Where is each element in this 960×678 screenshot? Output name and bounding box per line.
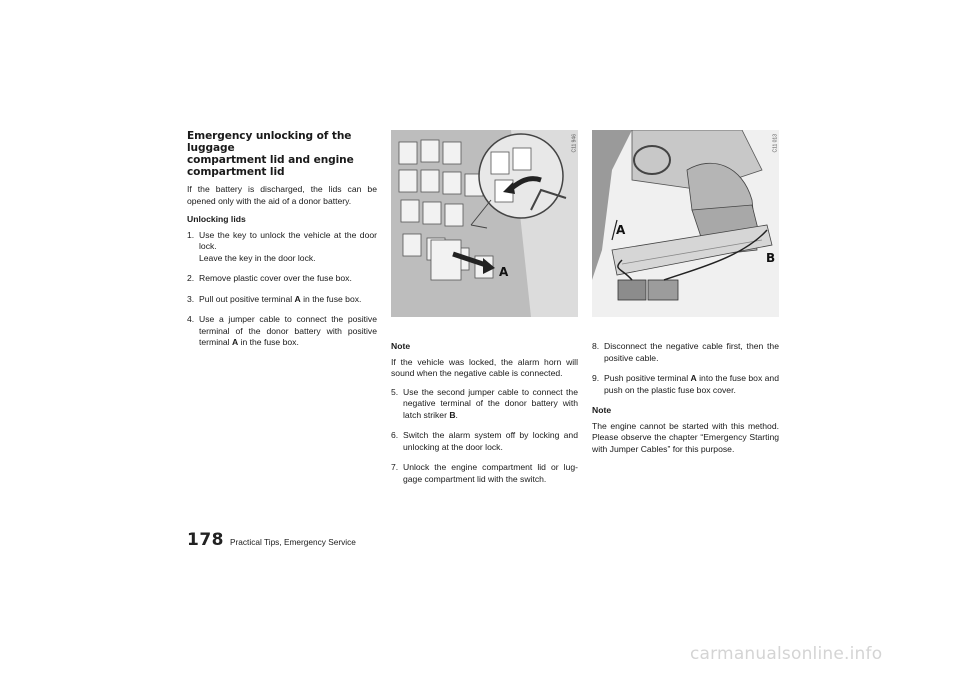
step-number: 4. <box>187 314 195 324</box>
step-7 <box>391 462 578 485</box>
step-text: Unlock the engine compartment lid or lug-gage compartment lid with the switch. <box>403 462 578 484</box>
section-title-line-3: compartment lid <box>187 166 285 178</box>
step-4 <box>187 314 377 349</box>
step-text: Use a jumper cable to connect the positive terminal of the donor battery with positive terminal <box>199 314 377 347</box>
step-text-end: into the fuse box and push on the plastic fuse box cover. <box>604 373 779 395</box>
figure-code: C11 946 <box>572 134 578 153</box>
step-number: 1. <box>187 229 195 240</box>
step-text-end: in the fuse box. <box>300 293 362 304</box>
step-number: 8. <box>592 341 600 351</box>
step-number: 6. <box>391 430 399 440</box>
fuse-box-illustration <box>391 130 578 317</box>
note-text: The engine cannot be started with this method. Please observe the chapter “Emergency Starting with Jumper Cables” for this purpose. <box>592 420 779 454</box>
fuse-box-figure <box>391 130 578 317</box>
chapter-title: Practical Tips, Emergency Service <box>230 537 356 547</box>
page-number: 178 <box>187 530 224 550</box>
subheading-unlocking-lids: Unlocking lids <box>187 214 246 224</box>
step-text: Pull out positive terminal <box>199 293 295 304</box>
terminal-label: A <box>231 337 239 347</box>
terminal-label: A <box>690 373 697 383</box>
step-text: Remove plastic cover over the fuse box. <box>199 273 352 283</box>
step-8 <box>592 341 779 364</box>
step-text-line-2: Leave the key in the door lock. <box>199 252 316 263</box>
section-title-line-1: Emergency unlocking of the luggage <box>187 130 352 154</box>
intro-paragraph: If the battery is discharged, the lids can be opened only with the aid of a donor battery. <box>187 184 377 206</box>
terminal-label: A <box>294 293 301 304</box>
figure-label-a: A <box>616 223 626 237</box>
steps-list-2 <box>391 387 578 486</box>
step-1 <box>187 230 377 265</box>
note-label: Note <box>592 405 612 415</box>
step-text: Use the second jumper cable to connect the negative terminal of the donor battery with latch striker <box>403 386 578 420</box>
step-text: Disconnect the negative cable first, then the positive cable. <box>604 341 779 363</box>
figure-label-a: A <box>499 265 509 279</box>
step-number: 2. <box>187 273 195 283</box>
section-title <box>187 130 377 178</box>
step-2 <box>187 273 377 285</box>
step-5 <box>391 387 578 422</box>
column-2 <box>391 341 578 494</box>
step-number: 3. <box>187 293 195 304</box>
watermark: carmanualsonline.info <box>690 644 883 664</box>
note-text: If the vehicle was locked, the alarm horn will sound when the negative cable is connected. <box>391 356 578 378</box>
column-3 <box>592 341 779 462</box>
step-text: Push positive terminal <box>604 373 691 383</box>
step-number: 5. <box>391 386 399 397</box>
section-title-line-2: compartment lid and engine <box>187 154 354 166</box>
step-text-end: . <box>455 409 458 420</box>
step-number: 9. <box>592 373 600 383</box>
car-interior-illustration <box>592 130 779 317</box>
step-number: 7. <box>391 462 399 472</box>
step-text: Use the key to unlock the vehicle at the door lock. <box>199 229 377 251</box>
steps-list-3 <box>592 341 779 396</box>
striker-label: B <box>449 409 456 420</box>
step-text: Switch the alarm system off by locking and unlocking at the door lock. <box>403 430 578 452</box>
step-3 <box>187 294 377 306</box>
step-9 <box>592 373 779 396</box>
figure-label-b: B <box>766 251 776 265</box>
car-interior-figure <box>592 130 779 317</box>
column-1 <box>187 130 377 358</box>
steps-list-1 <box>187 230 377 349</box>
step-6 <box>391 430 578 453</box>
step-text-end: in the fuse box. <box>238 337 299 347</box>
note-label: Note <box>391 341 411 351</box>
figure-code: C11 013 <box>773 134 779 153</box>
